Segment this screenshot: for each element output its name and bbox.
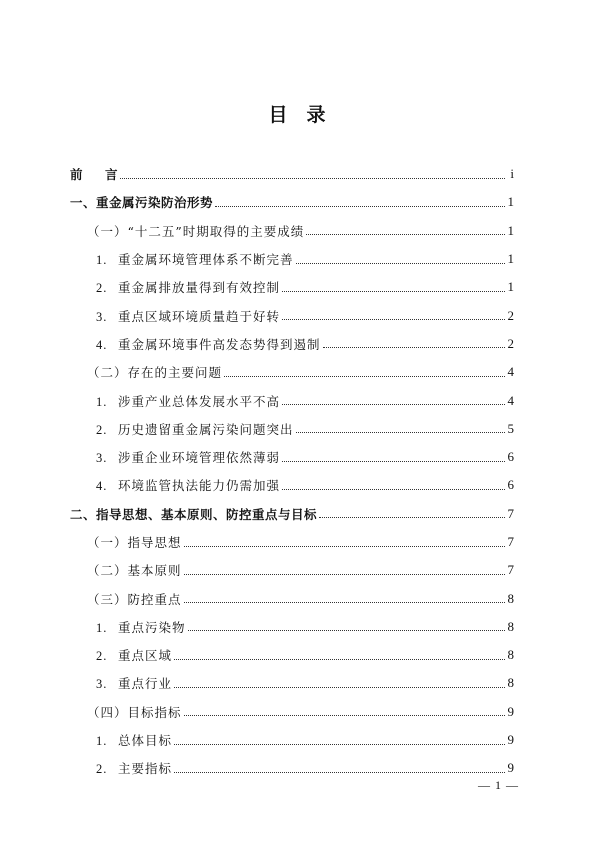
toc-entry-text: 重金属环境管理体系不断完善: [118, 252, 294, 268]
toc-entry-text: （二）基本原则: [87, 563, 182, 579]
toc-entry[interactable]: [70, 500, 514, 528]
toc-entry-label: [87, 703, 184, 721]
toc-entry-text: （三）防控重点: [87, 591, 182, 607]
toc-entry[interactable]: [70, 613, 514, 641]
toc-entry-page: 7: [507, 562, 514, 578]
toc-entry-page: 7: [507, 534, 514, 549]
toc-entry-page: 1: [507, 194, 514, 210]
toc-entry[interactable]: [70, 358, 514, 386]
dot-leader: [282, 489, 505, 490]
toc-entry-text: 历史遗留重金属污染问题突出: [118, 421, 294, 437]
toc-entry[interactable]: [70, 726, 514, 754]
toc-entry-number: 2.: [96, 762, 108, 777]
toc-title: [0, 100, 595, 127]
toc-entry-number: 2.: [96, 281, 108, 296]
toc-entry[interactable]: [70, 386, 514, 414]
toc-entry-page: 1: [507, 279, 514, 295]
toc-entry-text: 环境监管执法能力仍需加强: [118, 478, 281, 494]
toc-entry[interactable]: [70, 754, 514, 782]
dot-leader: [184, 715, 505, 716]
toc-title-char-1: 目: [268, 104, 289, 126]
dot-leader: [323, 347, 505, 348]
toc-entry-text: （一）指导思想: [87, 535, 182, 550]
toc-entry-text: 一、重金属污染防治形势: [70, 195, 214, 211]
toc-entry-page: 1: [507, 251, 514, 267]
toc-entry-label: [87, 222, 306, 240]
dot-leader: [174, 687, 505, 688]
toc-entry-page: 8: [507, 675, 514, 691]
toc-entry[interactable]: [70, 301, 514, 329]
toc-entry-label: [96, 278, 282, 296]
toc-entry[interactable]: [70, 415, 514, 443]
dot-leader: [296, 263, 505, 264]
dot-leader: [319, 517, 505, 518]
toc-entry-page: 2: [507, 307, 514, 323]
toc-entry-text: 总体目标: [118, 733, 173, 749]
toc-entry-text: 重金属排放量得到有效控制: [118, 280, 281, 296]
toc-entry-text: 主要指标: [118, 761, 173, 777]
toc-entry-number: 1.: [96, 734, 108, 749]
toc-entry-number: 4.: [96, 479, 108, 494]
toc-entry[interactable]: [70, 528, 514, 556]
toc-entry-text: 二、指导思想、基本原则、防控重点与目标: [70, 506, 318, 522]
toc-entry-number: 3.: [96, 451, 108, 466]
toc-entry[interactable]: [70, 443, 514, 471]
toc-entry-label: [96, 618, 188, 636]
toc-entry[interactable]: [70, 273, 514, 301]
dot-leader: [174, 659, 505, 660]
dot-leader: [282, 461, 505, 462]
toc-entry[interactable]: [70, 330, 514, 358]
toc-entry[interactable]: [70, 471, 514, 499]
toc-entry-text: 涉重企业环境管理依然薄弱: [118, 450, 281, 466]
toc-entry-label: [87, 533, 184, 551]
toc-entry[interactable]: [70, 556, 514, 584]
toc-entry-page: i: [510, 166, 514, 182]
toc-entry-label: [96, 731, 174, 749]
toc-entry-page: 6: [507, 477, 514, 493]
toc-entry-page: 4: [507, 364, 514, 380]
toc-entry[interactable]: [70, 160, 514, 188]
toc-entry-number: 2.: [96, 649, 108, 664]
dot-leader: [174, 744, 505, 745]
toc-entry-label: [70, 505, 319, 523]
toc-entry[interactable]: [70, 698, 514, 726]
toc-entry-text: （四）目标指标: [87, 704, 182, 720]
toc-entry-label: [96, 335, 323, 353]
table-of-contents: [70, 160, 514, 783]
toc-entry[interactable]: [70, 584, 514, 612]
toc-entry-page: 8: [507, 590, 514, 606]
toc-entry-page: 8: [507, 647, 514, 663]
toc-entry-page: 1: [507, 222, 514, 238]
toc-entry-page: 7: [507, 505, 514, 521]
toc-entry-text: 重点区域环境质量趋于好转: [118, 308, 281, 324]
toc-entry-number: 4.: [96, 337, 108, 352]
toc-title-char-2: 录: [306, 104, 327, 126]
toc-entry-label: [70, 193, 215, 211]
toc-entry-label: [87, 561, 184, 579]
dot-leader: [174, 772, 505, 773]
toc-entry-label: [96, 476, 282, 494]
toc-entry-page: 4: [507, 392, 514, 408]
dot-leader: [184, 574, 505, 575]
toc-entry-number: 3.: [96, 309, 108, 324]
toc-entry-page: 8: [507, 618, 514, 634]
toc-entry-text: 重点行业: [118, 676, 173, 692]
toc-entry-label: [96, 448, 282, 466]
toc-entry-label: [96, 250, 296, 268]
toc-entry[interactable]: [70, 217, 514, 245]
dot-leader: [188, 630, 505, 631]
toc-entry-number: 1.: [96, 620, 108, 635]
dot-leader: [120, 178, 505, 179]
toc-entry-label: [96, 646, 174, 664]
toc-entry-text: 涉重产业总体发展水平不高: [118, 393, 281, 409]
toc-entry-text: 重点区域: [118, 648, 173, 664]
toc-entry[interactable]: [70, 669, 514, 697]
dot-leader: [282, 404, 505, 405]
toc-entry-text: 重金属环境事件高发态势得到遏制: [118, 336, 321, 352]
toc-entry-number: 2.: [96, 422, 108, 437]
toc-entry-label: [96, 420, 296, 438]
toc-entry-label: [87, 590, 184, 608]
page-number-footer: — 1 —: [478, 778, 519, 792]
dot-leader: [306, 234, 505, 235]
toc-entry-label: [96, 759, 174, 777]
dot-leader: [282, 319, 505, 320]
dot-leader: [184, 546, 505, 547]
toc-entry-page: 5: [507, 420, 514, 436]
toc-entry-text: （一）“十二五”时期取得的主要成绩: [87, 223, 305, 239]
toc-entry-number: 1.: [96, 253, 108, 268]
dot-leader: [184, 602, 505, 603]
toc-entry-label: [87, 363, 224, 381]
toc-entry-number: 3.: [96, 677, 108, 692]
toc-entry[interactable]: [70, 188, 514, 216]
toc-entry-page: 9: [507, 760, 514, 776]
toc-entry[interactable]: [70, 641, 514, 669]
dot-leader: [282, 291, 505, 292]
toc-entry-label: 前 言: [70, 167, 119, 183]
toc-entry-text: （二）存在的主要问题: [87, 365, 223, 381]
dot-leader: [296, 432, 505, 433]
toc-entry-page: 6: [507, 449, 514, 465]
toc-entry-page: 2: [507, 335, 514, 351]
dot-leader: [224, 376, 505, 377]
toc-entry-number: 1.: [96, 394, 108, 409]
dot-leader: [215, 206, 505, 207]
toc-entry-label: [96, 674, 174, 692]
toc-entry[interactable]: [70, 245, 514, 273]
toc-entry-page: 9: [507, 732, 514, 748]
toc-entry-page: 9: [507, 703, 514, 719]
toc-entry-label: [96, 392, 282, 410]
toc-entry-text: 重点污染物: [118, 619, 186, 635]
toc-entry-label: [96, 307, 282, 325]
